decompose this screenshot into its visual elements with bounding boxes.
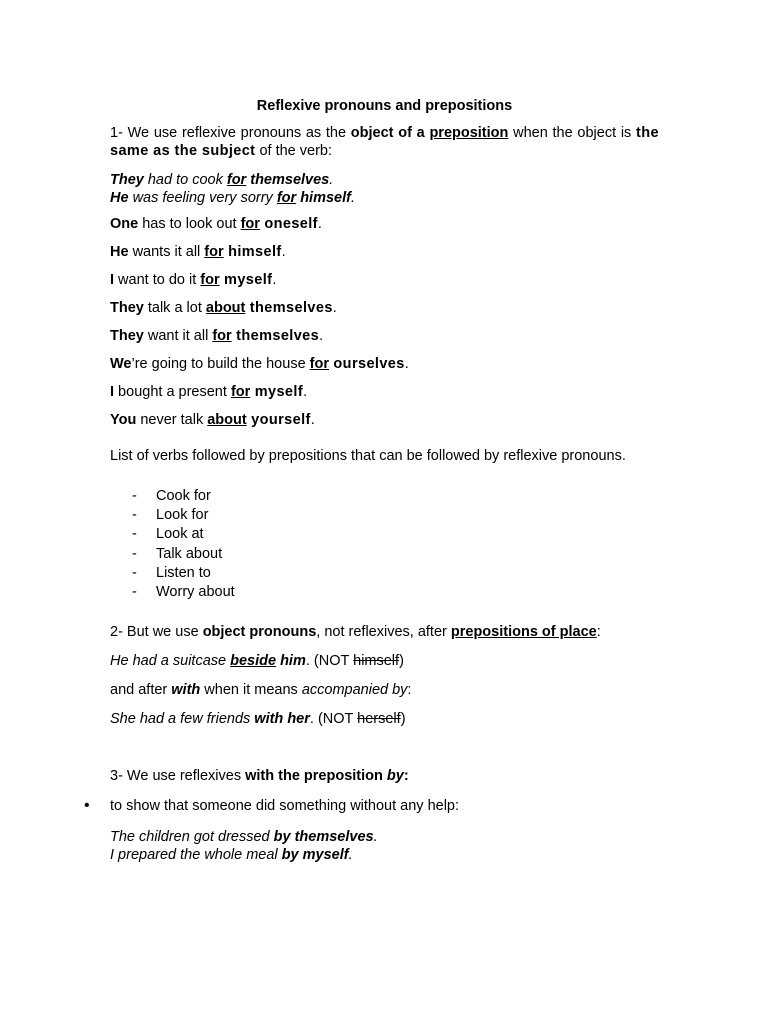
- struck-text: himself: [353, 653, 400, 670]
- text: when it means: [200, 682, 302, 699]
- preposition: for: [240, 216, 260, 232]
- bold-italic-text: with: [171, 682, 201, 699]
- by-examples: [110, 828, 659, 864]
- page-title: Reflexive pronouns and prepositions: [256, 98, 513, 114]
- list-item-label: Listen to: [156, 564, 211, 581]
- dash-bullet: -: [132, 545, 137, 562]
- example-sentence: [110, 215, 659, 233]
- reflexive-pronoun: himself: [296, 190, 351, 206]
- subject: He: [110, 244, 129, 260]
- reflexive-pronoun: themselves: [245, 300, 333, 316]
- subject: They: [110, 328, 144, 344]
- list-item: [110, 487, 659, 506]
- example-sentence: [110, 171, 659, 189]
- italic-text: accompanied by: [301, 682, 408, 699]
- verb-list-intro: List of verbs followed by prepositions that can be followed by reflexive pronouns.: [110, 448, 626, 464]
- subject: One: [110, 216, 139, 232]
- bold-text: with the preposition: [245, 768, 387, 785]
- preposition: for: [309, 356, 329, 372]
- text: :: [403, 768, 409, 785]
- reflexive-pronoun: myself: [219, 272, 273, 288]
- text: . (NOT: [305, 653, 354, 670]
- text: :: [596, 624, 601, 641]
- text: .: [310, 412, 315, 428]
- text: .: [348, 847, 353, 864]
- text: wants it all: [128, 244, 205, 260]
- subject: We: [110, 356, 132, 372]
- text: want to do it: [114, 272, 201, 288]
- list-item: [110, 545, 659, 564]
- reflexive-pronoun: themselves: [246, 172, 330, 188]
- object-pronoun: with her: [254, 711, 310, 728]
- text: .: [303, 384, 308, 400]
- reflexive-pronoun: by myself: [281, 847, 349, 864]
- text: 2- But we use: [110, 624, 203, 641]
- dash-bullet: -: [132, 507, 137, 524]
- preposition: about: [207, 412, 247, 428]
- preposition: for: [200, 272, 220, 288]
- preposition: beside: [230, 653, 277, 670]
- with-rule: [110, 681, 659, 699]
- text: .: [272, 272, 277, 288]
- reflexive-pronoun: by themselves: [273, 829, 374, 846]
- reflexive-pronoun: ourselves: [329, 356, 405, 372]
- text: was feeling very sorry: [128, 190, 277, 206]
- bullet-item: [84, 797, 659, 815]
- list-item-label: Look for: [156, 507, 209, 524]
- list-item-label: Talk about: [156, 545, 223, 562]
- text: of the verb:: [255, 143, 332, 159]
- text: want it all: [143, 328, 213, 344]
- text: He had a suitcase: [110, 653, 231, 670]
- text: .: [317, 216, 322, 232]
- subject: They: [110, 172, 144, 188]
- document-page: [84, 97, 659, 864]
- example-sentence: [110, 299, 659, 317]
- reflexive-pronoun: oneself: [259, 216, 318, 232]
- reflexive-pronoun: myself: [250, 384, 304, 400]
- text: has to look out: [138, 216, 241, 232]
- text: , not reflexives, after: [316, 624, 451, 641]
- text: 3- We use reflexives: [110, 768, 246, 785]
- preposition: about: [205, 300, 246, 316]
- text: .: [281, 244, 286, 260]
- text: bought a present: [114, 384, 231, 400]
- bold-text: the same as the subject: [110, 125, 659, 159]
- text: She had a few friends: [110, 711, 255, 728]
- object-pronoun: him: [276, 653, 306, 670]
- text: ): [400, 711, 406, 728]
- text: when the object is: [508, 125, 637, 141]
- text: .: [319, 328, 324, 344]
- text: The children got dressed: [110, 829, 274, 846]
- text: had to cook: [143, 172, 227, 188]
- preposition: for: [230, 384, 251, 400]
- bold-text: object pronouns: [202, 624, 317, 641]
- subject: I: [110, 384, 115, 400]
- list-item: [110, 583, 659, 602]
- example-sentence: [110, 652, 659, 670]
- dash-bullet: -: [132, 583, 137, 600]
- italic-examples: [110, 171, 659, 207]
- example-sentence: [110, 355, 659, 373]
- text: .: [350, 190, 355, 206]
- subject: He: [110, 190, 129, 206]
- example-sentence: [110, 271, 659, 289]
- text: I prepared the whole meal: [110, 847, 282, 864]
- subject: They: [110, 300, 144, 316]
- preposition: for: [204, 244, 224, 260]
- verb-list: [110, 487, 659, 602]
- underlined-term: preposition: [429, 125, 509, 141]
- preposition: for: [276, 190, 297, 206]
- list-item-label: Worry about: [156, 583, 235, 600]
- dash-bullet: -: [132, 564, 137, 581]
- bullet-dot-icon: •: [84, 797, 90, 815]
- bold-italic-text: by: [386, 768, 404, 785]
- section-3-intro: [110, 767, 659, 785]
- text: . (NOT: [309, 711, 358, 728]
- text: .: [332, 300, 337, 316]
- reflexive-pronoun: himself: [223, 244, 282, 260]
- list-item: [110, 525, 659, 544]
- dash-bullet: -: [132, 488, 137, 504]
- subject: I: [110, 272, 115, 288]
- dash-bullet: -: [132, 526, 137, 543]
- example-sentence: [110, 189, 659, 207]
- underlined-term: prepositions of place: [450, 624, 597, 641]
- example-sentence: [110, 828, 659, 846]
- text: .: [373, 829, 378, 846]
- example-sentence: [110, 846, 659, 864]
- preposition: for: [226, 172, 247, 188]
- section-1-intro: [110, 124, 659, 160]
- example-sentence: [110, 411, 659, 429]
- list-item-label: Look at: [156, 526, 204, 543]
- bold-text: object of a: [350, 125, 430, 141]
- text: talk a lot: [143, 300, 206, 316]
- section-2-intro: [110, 623, 659, 641]
- text: and after: [110, 682, 172, 699]
- text: never talk: [136, 412, 208, 428]
- bullet-text: to show that someone did something without any help:: [110, 798, 460, 815]
- subject: You: [110, 412, 137, 428]
- list-item: [110, 506, 659, 525]
- struck-text: herself: [357, 711, 401, 728]
- text: :: [407, 682, 412, 699]
- text: 1- We use reflexive pronouns as the: [110, 125, 351, 141]
- reflexive-pronoun: themselves: [231, 328, 320, 344]
- example-sentence: [110, 710, 659, 728]
- example-sentence: [110, 383, 659, 401]
- reflexive-pronoun: yourself: [246, 412, 311, 428]
- preposition: for: [212, 328, 232, 344]
- text: ): [399, 653, 404, 670]
- example-sentence: [110, 243, 659, 261]
- text: ’re going to build the house: [131, 356, 310, 372]
- example-sentence: [110, 327, 659, 345]
- text: .: [329, 172, 334, 188]
- text: .: [404, 356, 409, 372]
- list-item-label: Cook for: [156, 488, 211, 504]
- list-item: [110, 564, 659, 583]
